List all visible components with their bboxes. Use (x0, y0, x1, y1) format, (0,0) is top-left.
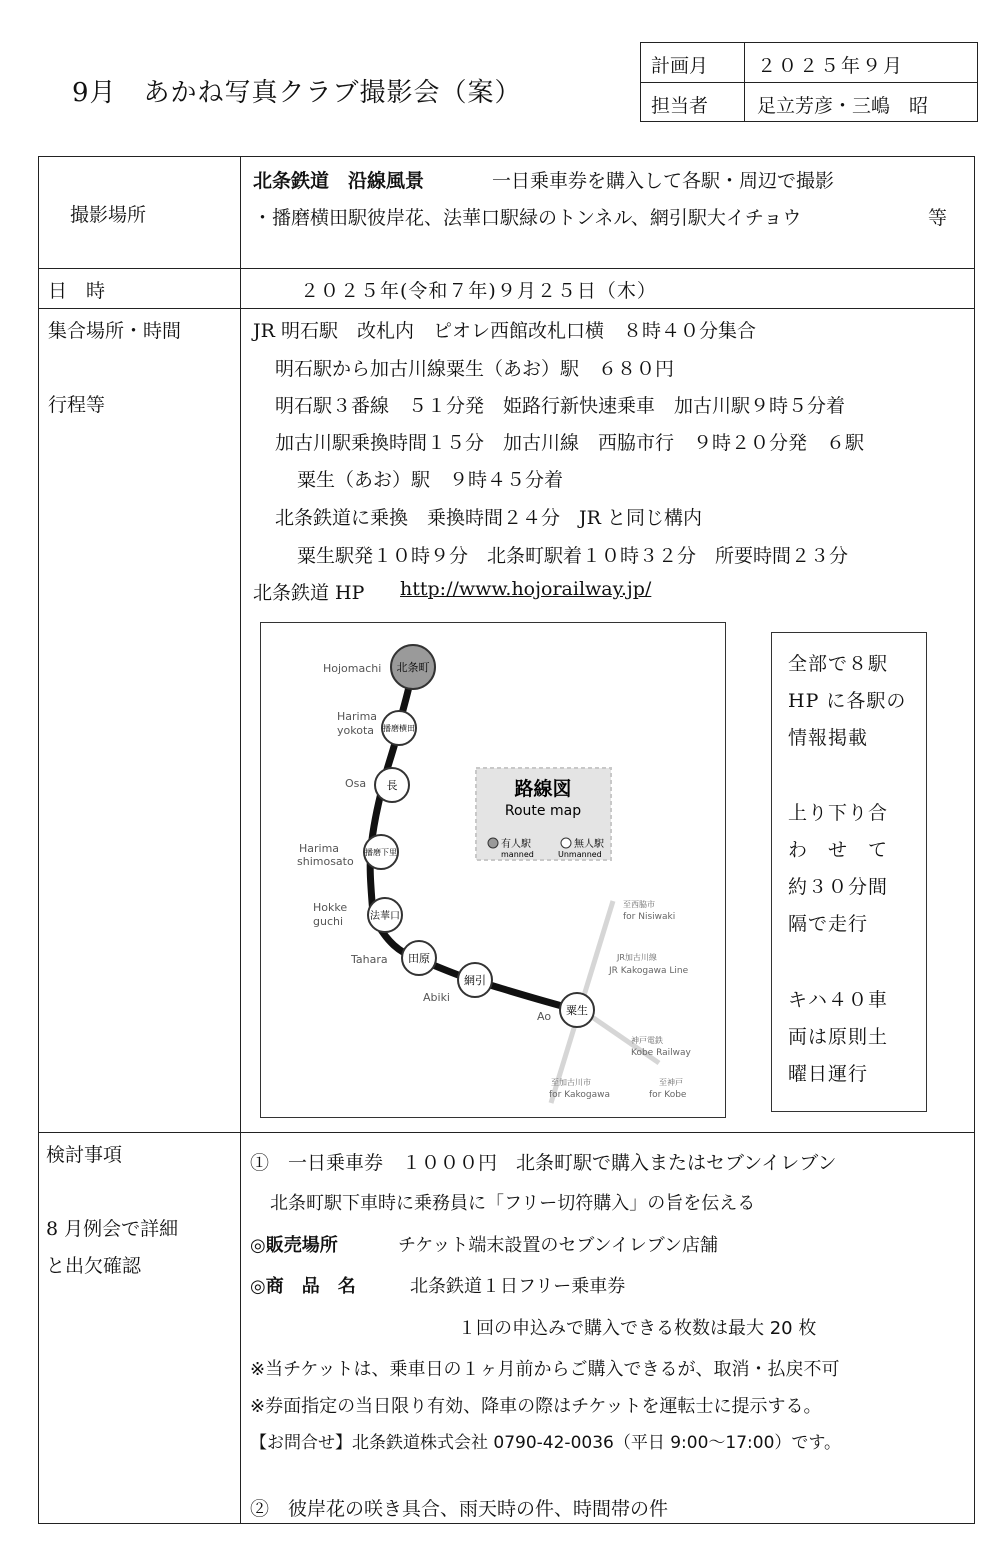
station-jp: 播磨横田 (383, 724, 415, 733)
meta-row-person (641, 82, 977, 121)
station-en-2: yokota (337, 724, 375, 737)
station-en: Abiki (423, 991, 450, 1004)
meta-row-plan-month (641, 43, 977, 81)
label-kakogawa-jp: 至加古川市 (551, 1078, 591, 1087)
review-label-2: 8 月例会で詳細 (46, 1218, 179, 1240)
station-hojomachi (323, 645, 435, 689)
note-line-2: HP に各駅の (788, 690, 907, 712)
person-value: 足立芳彦・三嶋 昭 (757, 95, 929, 117)
legend-manned-en: manned (501, 850, 534, 859)
station-jp: 北条町 (396, 661, 430, 674)
station-en: Ao (537, 1010, 552, 1023)
route-map (260, 622, 726, 1118)
station-jp: 網引 (464, 974, 486, 987)
legend-manned-icon (488, 838, 498, 848)
station-en-1: Harima (299, 842, 340, 855)
meeting-label: 集合場所・時間 (48, 320, 182, 342)
station-jp: 法華口 (370, 911, 400, 922)
contact-info: 【お問合せ】北条鉄道株式会社 0790-42-0036（平日 9:00～17:00）です。 (250, 1433, 842, 1453)
review-label-3: と出欠確認 (46, 1255, 142, 1277)
review-item-1: ① 一日乗車券 １０００円 北条町駅で購入またはセブンイレブン (250, 1152, 837, 1174)
station-jp: 粟生 (566, 1004, 588, 1017)
label-kobe-jp: 至神戸 (659, 1078, 683, 1087)
review-label: 検討事項 (46, 1144, 123, 1166)
note-line-3: 情報掲載 (788, 727, 869, 749)
station-jp: 田原 (408, 952, 430, 965)
hp-label: 北条鉄道 HP (253, 582, 365, 604)
label-nishiwaki-en: for Nisiwaki (623, 912, 676, 922)
station-en: Tahara (351, 953, 388, 966)
station-abiki (423, 963, 492, 1004)
plan-month-label: 計画月 (651, 55, 709, 77)
note-line-8: 隔で走行 (788, 913, 869, 935)
ticket-note-2: ※券面指定の当日限り有効、降車の際はチケットを運転士に提示する。 (250, 1396, 822, 1417)
document-title: 9月 あかね写真クラブ撮影会（案） (72, 78, 522, 108)
station-hokkeguchi (313, 898, 402, 932)
note-line-10: キハ４０車 (788, 989, 889, 1011)
station-jp: 播磨下里 (365, 848, 397, 857)
review-item-2: ② 彼岸花の咲き具合、雨天時の件、時間帯の件 (250, 1498, 669, 1520)
location-line1-bold: 北条鉄道 沿線風景 (253, 170, 425, 192)
location-line1-rest: 一日乗車券を購入して各駅・周辺で撮影 (492, 170, 835, 192)
legend-title-en: Route map (504, 803, 582, 819)
meeting-line-1: JR 明石駅 改札内 ピオレ西館改札口横 ８時４０分集合 (253, 320, 756, 342)
note-box (771, 632, 927, 1112)
station-en-2: shimosato (297, 855, 354, 868)
plan-month-value: ２０２５年９月 (757, 55, 905, 77)
label-kakogawa-line-en: JR Kakogawa Line (609, 966, 689, 976)
row-divider-3 (38, 1132, 975, 1133)
label-kobe-en: for Kobe (649, 1090, 687, 1100)
row-divider-2 (38, 308, 975, 309)
location-label: 撮影場所 (70, 204, 147, 226)
location-line2: ・播磨横田駅彼岸花、法華口駅緑のトンネル、網引駅大イチョウ (253, 207, 802, 229)
hp-link[interactable]: http://www.hojorailway.jp/ (400, 578, 652, 600)
station-harima-shimosato (297, 835, 398, 869)
product-value: 北条鉄道１日フリー乗車券 (410, 1276, 626, 1297)
station-en-2: guchi (313, 915, 344, 928)
station-en-1: Harima (337, 710, 378, 723)
label-kobe-railway-en: Kobe Railway (631, 1048, 691, 1058)
review-item-1-sub: 北条町駅下車時に乗務員に「フリー切符購入」の旨を伝える (270, 1193, 756, 1214)
note-line-6: わ せ て (788, 839, 889, 861)
person-label: 担当者 (651, 95, 709, 117)
station-en: Hojomachi (323, 662, 382, 675)
route-map-svg (261, 623, 725, 1117)
note-line-11: 両は原則土 (788, 1026, 889, 1048)
meeting-line-2: 明石駅から加古川線粟生（あお）駅 ６８０円 (275, 358, 675, 380)
meeting-line-5: 粟生（あお）駅 ９時４５分着 (297, 469, 564, 491)
legend-manned-jp: 有人駅 (501, 839, 531, 850)
location-line2-end: 等 (928, 207, 948, 229)
datetime-label: 日 時 (48, 280, 106, 302)
station-harima-yokota (337, 710, 416, 745)
meeting-line-3: 明石駅３番線 ５１分発 姫路行新快速乗車 加古川駅９時５分着 (275, 395, 846, 417)
max-note: １回の申込みで購入できる枚数は最大 20 枚 (458, 1318, 817, 1339)
label-kakogawa-en: for Kakogawa (549, 1090, 610, 1100)
label-kakogawa-line-jp: JR加古川線 (617, 953, 657, 962)
note-line-1: 全部で８駅 (788, 653, 889, 675)
note-line-12: 曜日運行 (788, 1063, 869, 1085)
meeting-line-6: 北条鉄道に乗換 乗換時間２４分 JR と同じ構内 (275, 507, 702, 529)
meeting-line-7: 粟生駅発１０時９分 北条町駅着１０時３２分 所要時間２３分 (297, 545, 849, 567)
note-line-7: 約３０分間 (788, 876, 889, 898)
station-jp: 長 (386, 779, 398, 792)
meeting-line-4: 加古川駅乗換時間１５分 加古川線 西脇市行 ９時２０分発 ６駅 (275, 432, 865, 454)
legend-title-jp: 路線図 (514, 778, 572, 800)
sales-value: チケット端末設置のセブンイレブン店舗 (398, 1235, 719, 1256)
note-line-5: 上り下り合 (788, 802, 889, 824)
row-divider-1 (38, 268, 975, 269)
meta-table (640, 42, 978, 122)
label-column-divider (240, 156, 241, 1524)
product-label: ◎商 品 名 (250, 1276, 356, 1297)
legend-unmanned-en: Unmanned (558, 850, 602, 859)
ticket-note-1: ※当チケットは、乗車日の１ヶ月前からご購入できるが、取消・払戻不可 (250, 1359, 840, 1380)
station-en: Osa (345, 777, 367, 790)
station-en-1: Hokke (313, 901, 348, 914)
label-nishiwaki-jp: 至西脇市 (623, 900, 655, 909)
legend-unmanned-jp: 無人駅 (574, 839, 604, 850)
datetime-value: ２０２５年(令和７年)９月２５日（木） (300, 280, 657, 302)
legend-unmanned-icon (561, 838, 571, 848)
itinerary-label: 行程等 (48, 394, 106, 416)
sales-label: ◎販売場所 (250, 1235, 338, 1256)
label-kobe-railway-jp: 神戸電鉄 (631, 1036, 663, 1045)
